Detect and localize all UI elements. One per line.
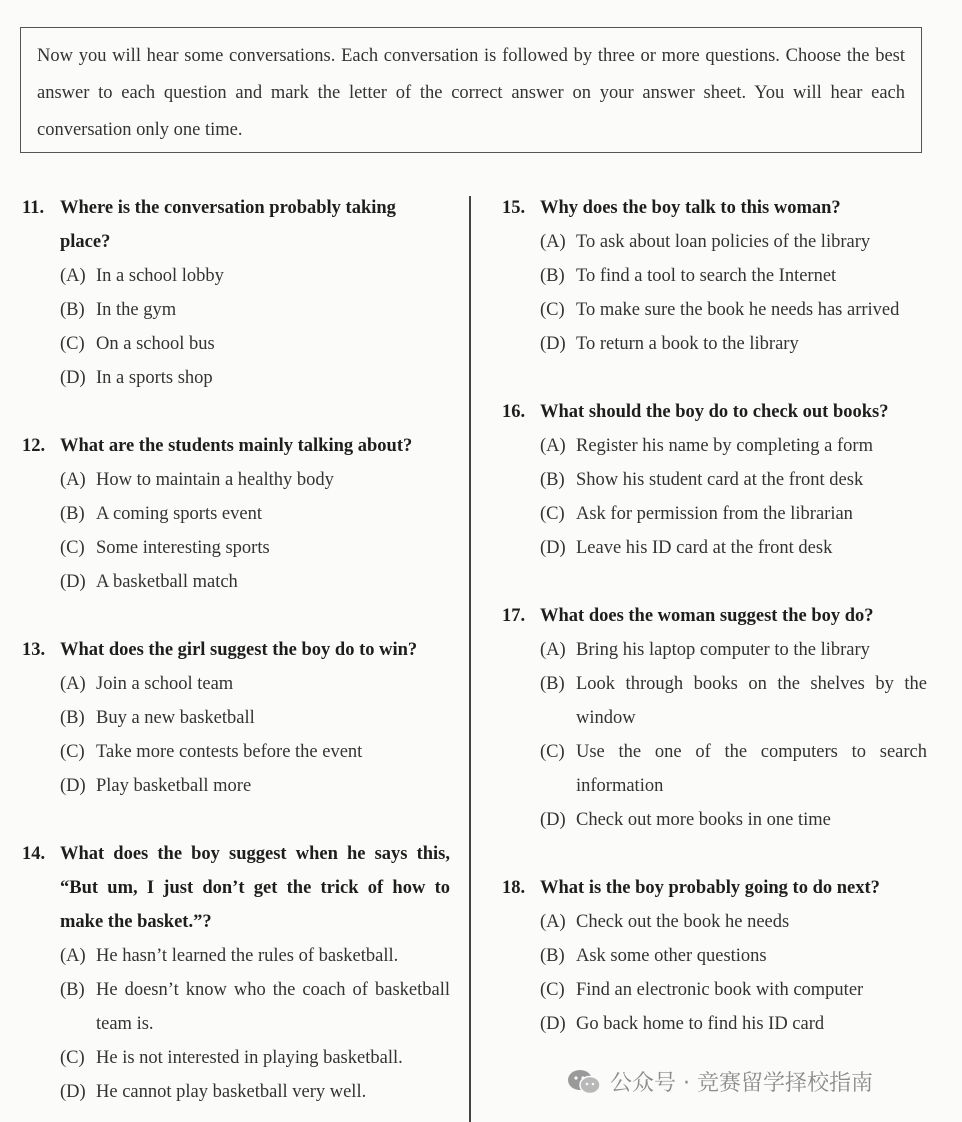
- option-14-b[interactable]: [22, 973, 450, 1041]
- option-letter: (D): [540, 810, 566, 830]
- option-text: He doesn’t know who the coach of basketball team is.: [96, 980, 450, 1034]
- option-15-d[interactable]: [502, 327, 927, 361]
- question-text: What does the boy suggest when he says this, “But um, I just don’t get the trick of how to make the basket.”?: [60, 844, 450, 932]
- option-letter: (A): [540, 912, 566, 932]
- option-16-a[interactable]: [502, 429, 927, 463]
- option-text: Ask some other questions: [576, 946, 767, 966]
- option-18-a[interactable]: [502, 905, 927, 939]
- option-16-c[interactable]: [502, 497, 927, 531]
- option-text: Check out more books in one time: [576, 810, 831, 830]
- option-11-b[interactable]: [22, 293, 450, 327]
- option-text: In a sports shop: [96, 368, 213, 388]
- option-15-c[interactable]: [502, 293, 927, 327]
- option-letter: (A): [540, 232, 566, 252]
- question-number: 17.: [502, 606, 526, 626]
- option-letter: (B): [60, 708, 85, 728]
- option-text: Play basketball more: [96, 776, 252, 796]
- question-text: What does the woman suggest the boy do?: [540, 606, 874, 626]
- question-18: [502, 871, 927, 1041]
- option-letter: (D): [60, 368, 86, 388]
- question-text: Where is the conversation probably taking place?: [60, 198, 396, 252]
- option-text: To return a book to the library: [576, 334, 799, 354]
- option-text: Register his name by completing a form: [576, 436, 873, 456]
- question-number: 14.: [22, 844, 46, 864]
- option-letter: (C): [540, 980, 565, 1000]
- option-letter: (A): [540, 640, 566, 660]
- option-text: He is not interested in playing basketball.: [96, 1048, 403, 1068]
- option-text: Bring his laptop computer to the library: [576, 640, 870, 660]
- column-divider: [469, 196, 471, 1122]
- option-12-b[interactable]: [22, 497, 450, 531]
- instructions-box: [20, 27, 922, 153]
- option-16-d[interactable]: [502, 531, 927, 565]
- option-text: Use the one of the computers to search information: [576, 742, 927, 796]
- left-column: [22, 191, 450, 1109]
- option-15-a[interactable]: [502, 225, 927, 259]
- option-letter: (B): [540, 674, 565, 694]
- option-text: Leave his ID card at the front desk: [576, 538, 833, 558]
- option-text: To ask about loan policies of the library: [576, 232, 871, 252]
- question-text: What are the students mainly talking about?: [60, 436, 413, 456]
- question-number: 12.: [22, 436, 46, 456]
- option-11-c[interactable]: [22, 327, 450, 361]
- option-letter: (C): [60, 742, 85, 762]
- option-14-d[interactable]: [22, 1075, 450, 1109]
- instructions-text: Now you will hear some conversations. Each conversation is followed by three or more questions. Choose the best answer to each question and mark the letter of the correct answer on your answer sheet. You will hear each conversation only one time.: [37, 46, 905, 140]
- option-text: A coming sports event: [96, 504, 262, 524]
- option-letter: (D): [60, 1082, 86, 1102]
- option-letter: (B): [60, 504, 85, 524]
- option-18-d[interactable]: [502, 1007, 927, 1041]
- option-text: He cannot play basketball very well.: [96, 1082, 367, 1102]
- option-text: Some interesting sports: [96, 538, 270, 558]
- question-number: 15.: [502, 198, 526, 218]
- option-text: In the gym: [96, 300, 177, 320]
- option-13-b[interactable]: [22, 701, 450, 735]
- option-text: Find an electronic book with computer: [576, 980, 864, 1000]
- option-13-d[interactable]: [22, 769, 450, 803]
- option-15-b[interactable]: [502, 259, 927, 293]
- question-12: [22, 429, 450, 599]
- option-12-c[interactable]: [22, 531, 450, 565]
- option-letter: (A): [60, 674, 86, 694]
- option-text: He hasn’t learned the rules of basketball.: [96, 946, 399, 966]
- option-letter: (C): [60, 334, 85, 354]
- option-letter: (B): [540, 266, 565, 286]
- option-17-b[interactable]: [502, 667, 927, 735]
- option-letter: (A): [60, 266, 86, 286]
- option-13-c[interactable]: [22, 735, 450, 769]
- option-letter: (A): [540, 436, 566, 456]
- option-12-a[interactable]: [22, 463, 450, 497]
- option-17-d[interactable]: [502, 803, 927, 837]
- option-13-a[interactable]: [22, 667, 450, 701]
- option-text: To make sure the book he needs has arrived: [576, 300, 900, 320]
- option-letter: (C): [60, 1048, 85, 1068]
- option-letter: (D): [540, 1014, 566, 1034]
- option-letter: (D): [540, 538, 566, 558]
- question-15: [502, 191, 927, 361]
- option-14-a[interactable]: [22, 939, 450, 973]
- option-letter: (B): [540, 470, 565, 490]
- watermark-text: 公众号 · 竞赛留学择校指南: [610, 1071, 873, 1096]
- option-17-a[interactable]: [502, 633, 927, 667]
- question-text: What is the boy probably going to do next?: [540, 878, 880, 898]
- option-letter: (C): [540, 742, 565, 762]
- option-11-d[interactable]: [22, 361, 450, 395]
- option-letter: (A): [60, 470, 86, 490]
- option-16-b[interactable]: [502, 463, 927, 497]
- option-letter: (C): [540, 300, 565, 320]
- option-17-c[interactable]: [502, 735, 927, 803]
- question-text: What should the boy do to check out books?: [540, 402, 889, 422]
- option-18-c[interactable]: [502, 973, 927, 1007]
- option-letter: (D): [540, 334, 566, 354]
- option-text: How to maintain a healthy body: [96, 470, 334, 490]
- option-letter: (C): [540, 504, 565, 524]
- wechat-icon: [566, 1068, 602, 1096]
- option-letter: (B): [60, 980, 85, 1000]
- question-number: 18.: [502, 878, 526, 898]
- option-text: A basketball match: [96, 572, 238, 592]
- question-number: 13.: [22, 640, 46, 660]
- question-text: What does the girl suggest the boy do to win?: [60, 640, 418, 660]
- option-text: Buy a new basketball: [96, 708, 255, 728]
- question-number: 16.: [502, 402, 526, 422]
- right-column: [502, 191, 927, 1041]
- question-text: Why does the boy talk to this woman?: [540, 198, 841, 218]
- option-text: Show his student card at the front desk: [576, 470, 864, 490]
- option-text: Ask for permission from the librarian: [576, 504, 853, 524]
- option-text: Take more contests before the event: [96, 742, 363, 762]
- option-letter: (D): [60, 776, 86, 796]
- option-text: Look through books on the shelves by the window: [576, 674, 927, 728]
- option-letter: (D): [60, 572, 86, 592]
- option-text: Go back home to find his ID card: [576, 1014, 825, 1034]
- question-13: [22, 633, 450, 803]
- option-text: To find a tool to search the Internet: [576, 266, 837, 286]
- option-letter: (B): [540, 946, 565, 966]
- option-letter: (A): [60, 946, 86, 966]
- option-text: Check out the book he needs: [576, 912, 790, 932]
- option-14-c[interactable]: [22, 1041, 450, 1075]
- question-number: 11.: [22, 198, 45, 218]
- option-18-b[interactable]: [502, 939, 927, 973]
- option-letter: (C): [60, 538, 85, 558]
- option-text: On a school bus: [96, 334, 215, 354]
- question-14: [22, 837, 450, 1109]
- option-11-a[interactable]: [22, 259, 450, 293]
- question-16: [502, 395, 927, 565]
- question-11: [22, 191, 450, 395]
- option-text: In a school lobby: [96, 266, 224, 286]
- question-17: [502, 599, 927, 837]
- option-12-d[interactable]: [22, 565, 450, 599]
- option-text: Join a school team: [96, 674, 234, 694]
- watermark: [566, 1066, 873, 1097]
- option-letter: (B): [60, 300, 85, 320]
